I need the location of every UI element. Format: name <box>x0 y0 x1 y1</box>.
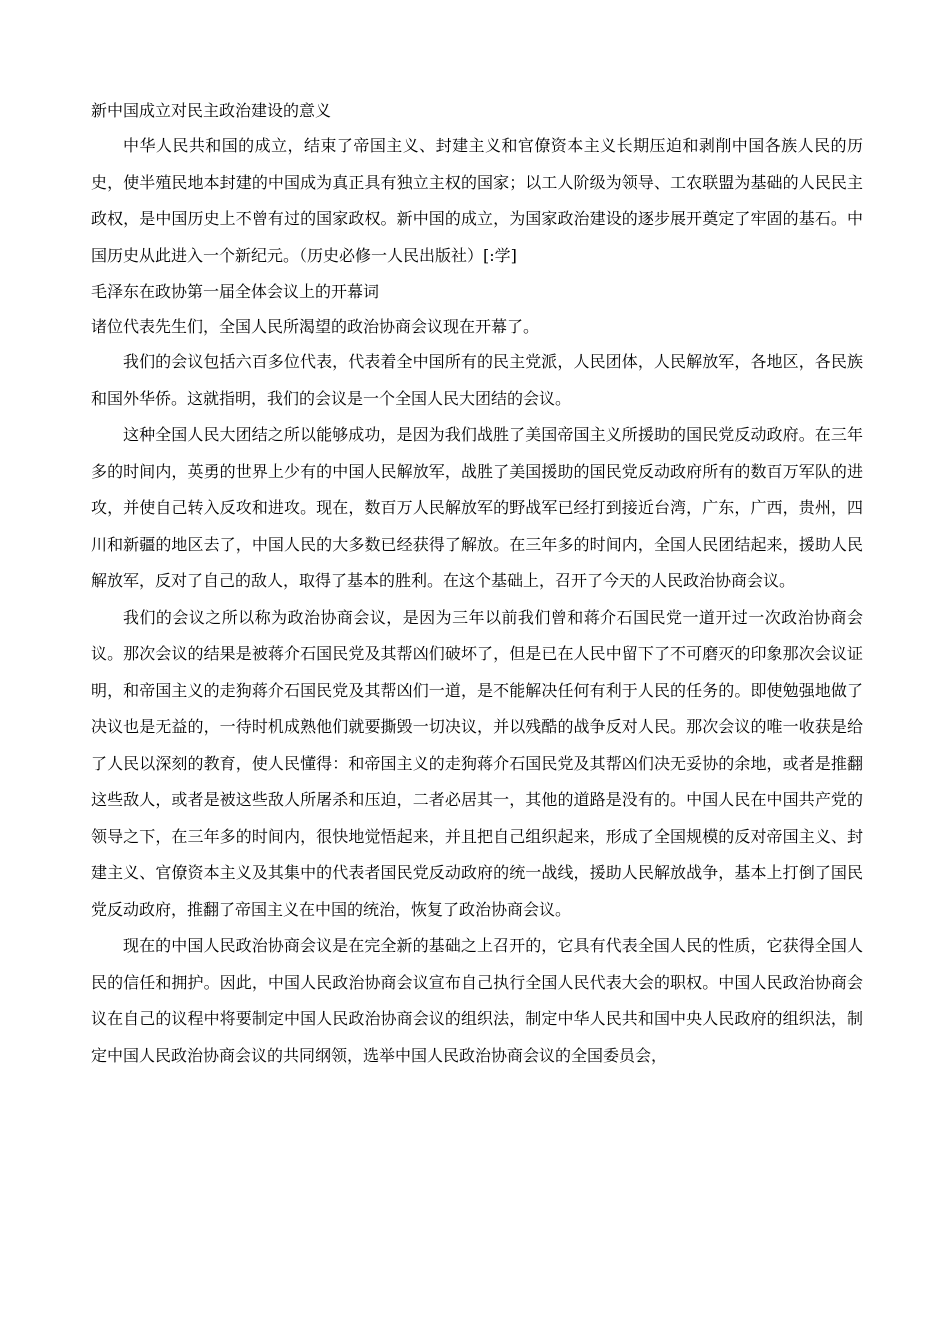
paragraph-new-foundation: 现在的中国人民政治协商会议是在完全新的基础之上召开的，它具有代表全国人民的性质，它获得全国人民的信任和拥护。因此，中国人民政治协商会议宣布自己执行全国人民代表大会的职权。中国人民政治协商会议在自己的议程中将要制定中国人民政治协商会议的组织法，制定中华人民共和国中央人民政府的组织法，制定中国人民政治协商会议的共同纲领，选举中国人民政治协商会议的全国委员会， <box>91 936 863 1065</box>
section-heading-significance: 新中国成立对民主政治建设的意义 <box>91 101 332 120</box>
paragraph-consultative-conference-origin: 我们的会议之所以称为政治协商会议，是因为三年以前我们曾和蒋介石国民党一道开过一次政治协商会议。那次会议的结果是被蒋介石国民党及其帮凶们破坏了，但是已在人民中留下了不可磨灭的印象那次会议证明，和帝国主义的走狗蒋介石国民党及其帮凶们一道，是不能解决任何有利于人民的任务的。即使勉强地做了决议也是无益的，一待时机成熟他们就要撕毁一切决议，并以残酷的战争反对人民。那次会议的唯一收获是给了人民以深刻的教育，使人民懂得：和帝国主义的走狗蒋介石国民党及其帮凶们决无妥协的余地，或者是推翻这些敌人，或者是被这些敌人所屠杀和压迫，二者必居其一，其他的道路是没有的。中国人民在中国共产党的领导之下，在三年多的时间内，很快地觉悟起来，并且把自己组织起来，形成了全国规模的反对帝国主义、封建主义、官僚资本主义及其集中的代表者国民党反动政府的统一战线，援助人民解放战争，基本上打倒了国民党反动政府，推翻了帝国主义在中国的统治，恢复了政治协商会议。 <box>91 607 863 919</box>
section-heading-opening-speech: 毛泽东在政协第一届全体会议上的开幕词 <box>91 282 380 301</box>
paragraph-delegates: 我们的会议包括六百多位代表，代表着全中国所有的民主党派，人民团体，人民解放军，各地区，各民族和国外华侨。这就指明，我们的会议是一个全国人民大团结的会议。 <box>91 352 863 408</box>
paragraph-great-unity: 这种全国人民大团结之所以能够成功，是因为我们战胜了美国帝国主义所援助的国民党反动政府。在三年多的时间内，英勇的世界上少有的中国人民解放军，战胜了美国援助的国民党反动政府所有的数百万军队的进攻，并使自己转入反攻和进攻。现在，数百万人民解放军的野战军已经打到接近台湾，广东，广西，贵州，四川和新疆的地区去了，中国人民的大多数已经获得了解放。在三年多的时间内，全国人民团结起来，援助人民解放军，反对了自己的敌人，取得了基本的胜利。在这个基础上，召开了今天的人民政治协商会议。 <box>91 425 863 590</box>
speech-salutation: 诸位代表先生们，全国人民所渴望的政治协商会议现在开幕了。 <box>91 317 540 336</box>
document-page <box>91 93 863 1074</box>
paragraph-founding-significance: 中华人民共和国的成立，结束了帝国主义、封建主义和官僚资本主义长期压迫和剥削中国各族人民的历史，使半殖民地本封建的中国成为真正具有独立主权的国家；以工人阶级为领导、工农联盟为基础的人民民主政权，是中国历史上不曾有过的国家政权。新中国的成立，为国家政治建设的逐步展开奠定了牢固的基石。中国历史从此进入一个新纪元。（历史必修一人民出版社）[:学] <box>91 136 863 265</box>
